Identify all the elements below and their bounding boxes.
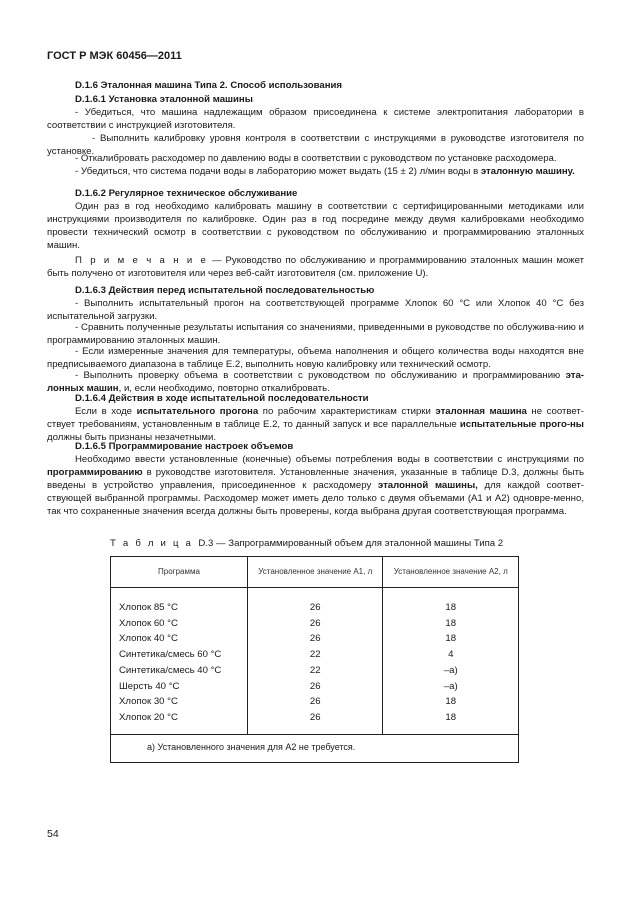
term-bold: эта-лонных машин	[47, 370, 584, 394]
term-bold: эталонная машина	[435, 406, 527, 417]
page-number: 54	[47, 828, 59, 840]
section-heading-d164: D.1.6.4 Действия в ходе испытательной последовательности	[75, 393, 369, 404]
paragraph: - Сравнить полученные результаты испытания со значениями, приведенными в руководстве по обслужива-нию и программированию эталонных машин.	[47, 322, 584, 346]
program-cell: Хлопок 85 °C	[111, 600, 248, 616]
program-cell: Хлопок 20 °C	[111, 710, 248, 726]
column-header-program: Программа	[111, 557, 248, 588]
paragraph-text: Если в ходе	[75, 406, 137, 417]
paragraph	[47, 453, 584, 518]
a2-cell: –a)	[383, 663, 519, 679]
table-row	[111, 694, 519, 710]
section-heading-d165: D.1.6.5 Программирование настроек объемов	[75, 441, 294, 452]
table-row	[111, 631, 519, 647]
paragraph: - Убедиться, что машина надлежащим образом присоединена к системе электропитания лаборатории в соответствии с инструкцией изготовителя.	[47, 107, 584, 131]
paragraph-text: Необходимо ввести установленные (конечные) объемы потребления воды в соответствии с инструкциями по	[75, 454, 584, 465]
paragraph	[47, 405, 584, 444]
paragraph: - Откалибровать расходомер по давлению воды в соответствии с руководством по установке расходомера.	[75, 153, 557, 164]
table-caption-text: D.3 — Запрограммированный объем для эталонной машины Типа 2	[198, 538, 504, 549]
term-bold: испытательные прого-ны	[459, 419, 584, 430]
a1-cell: 22	[248, 647, 383, 663]
a2-cell: 18	[383, 616, 519, 632]
section-heading-d161: D.1.6.1 Установка эталонной машины	[75, 94, 253, 105]
program-cell: Хлопок 40 °C	[111, 631, 248, 647]
paragraph: - Выполнить испытательный прогон на соответствующей программе Хлопок 60 °C или Хлопок 40 °C без испытательной загрузки.	[47, 298, 584, 322]
paragraph-text: - Выполнить проверку объема в соответствии с руководством по обслуживанию и программированию	[75, 370, 566, 381]
program-cell: Шерсть 40 °C	[111, 679, 248, 695]
note-text: — Руководство по обслуживанию и программированию эталонных машин может быть получено от изготовителя или через веб-сайт изготовителя (см. приложение U).	[47, 255, 584, 279]
note	[47, 254, 584, 280]
paragraph-text: не соответ-ствует требованиям, установленным в таблице Е.2, то данный запуск и все параллельные	[47, 406, 584, 430]
paragraph: Один раз в год необходимо калибровать машину в соответствии с сертифицированными методиками или инструкциями производителя по калибровке. Один раз в год посредине между двумя калибровками необходимо провести технический осмотр в соответствии с руководством по обслуживанию и программированию эталонных машин.	[47, 201, 584, 251]
term-bold: эталонной машины,	[377, 480, 478, 491]
a1-cell: 26	[248, 679, 383, 695]
a2-cell: 18	[383, 710, 519, 726]
program-cell: Синтетика/смесь 60 °C	[111, 647, 248, 663]
a1-cell: 26	[248, 631, 383, 647]
section-heading-d16: D.1.6 Эталонная машина Типа 2. Способ использования	[75, 80, 342, 91]
term-bold: программированию	[47, 467, 143, 478]
program-cell: Хлопок 60 °C	[111, 616, 248, 632]
paragraph-text: по рабочим характеристикам стирки	[258, 406, 436, 417]
a1-cell: 22	[248, 663, 383, 679]
paragraph-text: для каждой соответ-ствующей выбранной программы. Расходомер может иметь дело только с двумя объемами (А1 и А2) одновре-менно, так что сохраненные значения всегда должны быть проверены, когда выбрана другая соответствующая программа.	[47, 480, 584, 517]
a2-cell: 18	[383, 694, 519, 710]
paragraph-text: в руководстве изготовителя. Установленные значения, указанные в таблице D.3, должны быть введены в устройство управления, присоединенное к расходомеру	[47, 467, 584, 491]
table-row	[111, 710, 519, 726]
a1-cell: 26	[248, 616, 383, 632]
note-label: П р и м е ч а н и е	[75, 255, 209, 266]
a2-cell: 18	[383, 600, 519, 616]
table-row	[111, 616, 519, 632]
document-header: ГОСТ Р МЭК 60456—2011	[47, 50, 182, 62]
a1-cell: 26	[248, 710, 383, 726]
table-row	[111, 663, 519, 679]
programmed-volume-table	[110, 556, 519, 763]
term-bold: испытательного прогона	[136, 406, 259, 417]
paragraph: - Если измеренные значения для температуры, объема наполнения и общего количества воды находятся вне предписываемого диапазона в таблице Е.2, выполнить новую калибровку или технический осмотр.	[47, 346, 584, 370]
a2-cell: 18	[383, 631, 519, 647]
table-caption-label: Т а б л и ц а	[110, 538, 194, 549]
program-cell: Синтетика/смесь 40 °C	[111, 663, 248, 679]
table-footnote: a) Установленного значения для А2 не требуется.	[111, 734, 519, 762]
a1-cell: 26	[248, 600, 383, 616]
term-bold: эталонную машину.	[480, 166, 575, 177]
paragraph-text: - Выполнить калибровку уровня контроля в соответствии с инструкциями в руководстве изготовителя по установке.	[47, 133, 584, 157]
section-heading-d163: D.1.6.3 Действия перед испытательной последовательностью	[75, 285, 375, 296]
paragraph	[47, 165, 584, 178]
a2-cell: –a)	[383, 679, 519, 695]
program-cell: Хлопок 30 °C	[111, 694, 248, 710]
a2-cell: 4	[383, 647, 519, 663]
paragraph-text: должны быть признаны незачетными.	[47, 432, 216, 443]
paragraph-text: - Убедиться, что система подачи воды в лабораторию может выдать (15 ± 2) л/мин воды в	[75, 166, 481, 177]
table-row	[111, 679, 519, 695]
table-row	[111, 600, 519, 616]
table-row	[111, 647, 519, 663]
column-header-a1: Установленное значение А1, л	[248, 557, 383, 588]
section-heading-d162: D.1.6.2 Регулярное техническое обслуживание	[75, 188, 298, 199]
paragraph-text: , и, если необходимо, повторно откалибровать.	[118, 383, 330, 394]
a1-cell: 26	[248, 694, 383, 710]
column-header-a2: Установленное значение А2, л	[383, 557, 519, 588]
table-caption	[110, 538, 503, 549]
